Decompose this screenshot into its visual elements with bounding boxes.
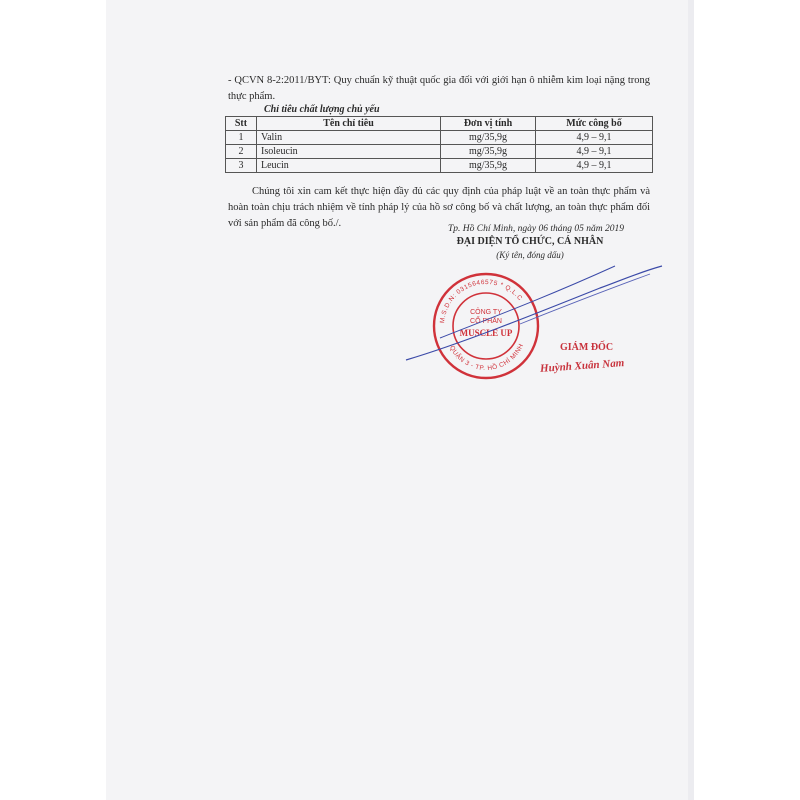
cell-unit: mg/35,9g [441,159,536,173]
table-row [226,159,653,173]
cell-stt: 1 [226,131,257,145]
cell-unit: mg/35,9g [441,145,536,159]
table-title: Chỉ tiêu chất lượng chủ yếu [264,104,380,115]
representative-heading: ĐẠI DIỆN TỔ CHỨC, CÁ NHÂN [456,236,604,247]
cell-unit: mg/35,9g [441,131,536,145]
regulation-text: - QCVN 8-2:2011/BYT: Quy chuẩn kỹ thuật quốc gia đối với giới hạn ô nhiễm kim loại nặng trong thực phẩm. [228,75,650,102]
svg-text:M.S.D.N: 0315646575 * Q.L.C: M.S.D.N: 0315646575 * Q.L.C [439,278,524,324]
table-row [226,145,653,159]
header-name: Tên chỉ tiêu [257,117,441,131]
quality-table [225,116,653,173]
cell-name: Isoleucin [257,145,441,159]
svg-text:CÔNG TY: CÔNG TY [470,309,502,316]
cell-level: 4,9 – 9,1 [536,159,653,173]
signature-image [400,252,670,382]
representative-note: (Ký tên, đóng dấu) [496,250,564,260]
commitment-text: Chúng tôi xin cam kết thực hiện đầy đủ các quy định của pháp luật về an toàn thực phẩm và hoàn toàn chịu trách nhiệm về tính pháp lý của hồ sơ công bố và chất lượng, an toàn thực phẩm đối với sản phẩm đã công bố./. [228,186,650,229]
header-unit: Đơn vị tính [441,117,536,131]
cell-stt: 2 [226,145,257,159]
cell-level: 4,9 – 9,1 [536,145,653,159]
svg-text:QUẬN 3 - TP. HỒ CHÍ MINH: QUẬN 3 - TP. HỒ CHÍ MINH [447,342,526,373]
page-edge-shadow [688,0,694,800]
cell-name: Leucin [257,159,441,173]
director-name-signature: Huỳnh Xuân Nam [539,357,625,375]
table-row [226,131,653,145]
cell-level: 4,9 – 9,1 [536,131,653,145]
header-level: Mức công bố [536,117,653,131]
date-line: Tp. Hồ Chí Minh, ngày 06 tháng 05 năm 2019 [447,224,624,234]
svg-text:CỔ PHẦN: CỔ PHẦN [470,318,502,325]
header-stt: Stt [226,117,257,131]
cell-stt: 3 [226,159,257,173]
director-title: GIÁM ĐỐC [560,342,614,353]
svg-text:MUSCLE UP: MUSCLE UP [459,328,513,338]
table-header-row [226,117,653,131]
cell-name: Valin [257,131,441,145]
